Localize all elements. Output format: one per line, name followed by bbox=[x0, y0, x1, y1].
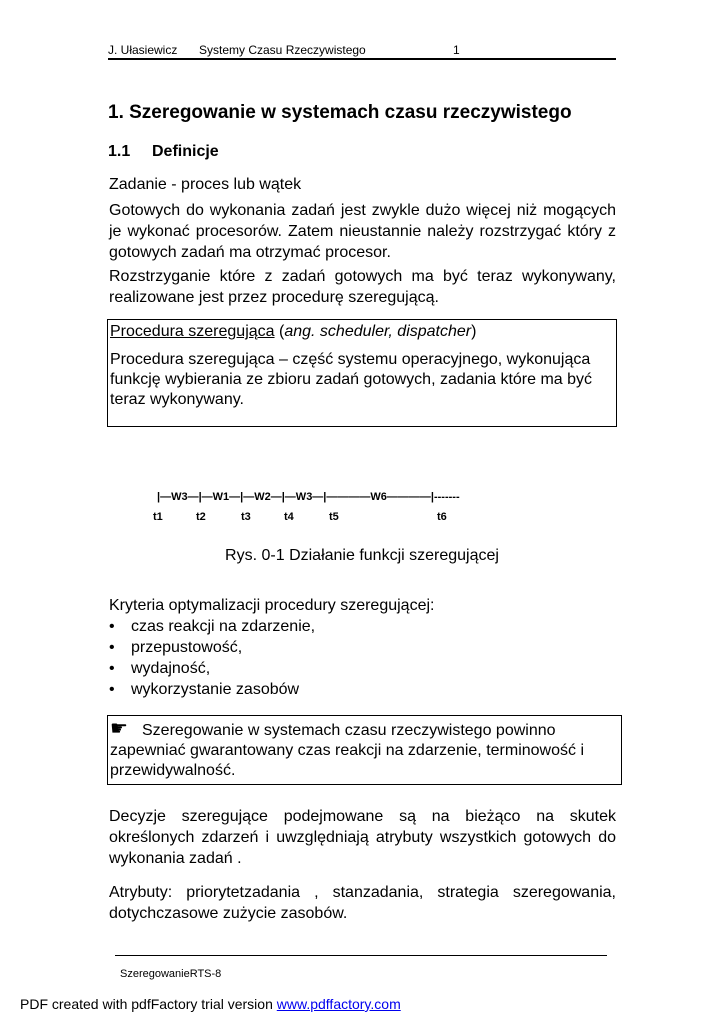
tick-label: t5 bbox=[329, 511, 339, 523]
criteria-intro: Kryteria optymalizacji procedury szeregującej: bbox=[109, 597, 435, 614]
definition-box bbox=[107, 319, 617, 427]
footer-rule bbox=[115, 955, 607, 956]
subsection-title: Definicje bbox=[152, 143, 219, 160]
tick-label: t4 bbox=[284, 511, 294, 523]
tick-label: t2 bbox=[196, 511, 206, 523]
close-paren: ) bbox=[471, 323, 477, 340]
pdf-banner bbox=[20, 996, 401, 1012]
footer-doc-name: SzeregowanieRTS-8 bbox=[120, 968, 222, 980]
list-item: • wydajność, bbox=[109, 658, 315, 679]
header-rule bbox=[108, 58, 616, 60]
definition-text: Procedura szeregująca – część systemu operacyjnego, wykonująca funkcję wybierania ze zbioru zadań gotowych, zadania które ma być teraz wykonywany. bbox=[110, 351, 593, 408]
definition-english: ang. scheduler, dispatcher bbox=[284, 323, 472, 340]
header-author: J. Ułasiewicz bbox=[108, 43, 178, 57]
subsection-heading bbox=[108, 143, 219, 161]
tick-label: t6 bbox=[437, 511, 447, 523]
criteria-list bbox=[109, 616, 315, 700]
subsection-number: 1.1 bbox=[108, 143, 131, 160]
header-title: Systemy Czasu Rzeczywistego bbox=[199, 43, 366, 57]
figure-caption: Rys. 0-1 Działanie funkcji szeregującej bbox=[225, 547, 499, 564]
note-text: Szeregowanie w systemach czasu rzeczywistego powinno zapewniać gwarantowany czas reakcji na zdarzenie, terminowość i przewidywalność. bbox=[110, 722, 584, 779]
paragraph-ready-tasks: Gotowych do wykonania zadań jest zwykle dużo więcej niż mogących je wykonać procesorów. Zatem nieustannie należy rozstrzygać który z gotowych zadań ma otrzymać procesor. bbox=[109, 202, 616, 261]
section-heading: 1. Szeregowanie w systemach czasu rzeczywistego bbox=[108, 102, 572, 123]
note-content bbox=[110, 718, 620, 781]
paragraph-attributes: Atrybuty: priorytetzadania , stanzadania, strategia szeregowania, dotychczasowe zużycie zasobów. bbox=[109, 884, 616, 922]
definition-term: Procedura szeregująca bbox=[110, 323, 275, 340]
open-paren: ( bbox=[274, 323, 285, 340]
pdf-banner-text: PDF created with pdfFactory trial version bbox=[20, 996, 277, 1012]
list-item: • wykorzystanie zasobów bbox=[109, 679, 315, 700]
paragraph-decisions: Decyzje szeregujące podejmowane są na bieżąco na skutek określonych zdarzeń i uwzględniają atrybuty wszystkich gotowych do wykonania zadań . bbox=[109, 808, 616, 867]
list-item: • przepustowość, bbox=[109, 637, 315, 658]
timeline-diagram: |—W3—|—W1—|—W2—|—W3—|————W6————|------- bbox=[157, 491, 460, 503]
pointing-hand-icon: ☛ bbox=[110, 718, 128, 740]
list-item: • czas reakcji na zdarzenie, bbox=[109, 616, 315, 637]
tick-label: t3 bbox=[241, 511, 251, 523]
header-page-number: 1 bbox=[453, 43, 460, 57]
note-box bbox=[107, 715, 622, 785]
tick-label: t1 bbox=[153, 511, 163, 523]
pdffactory-link[interactable]: www.pdffactory.com bbox=[276, 996, 401, 1012]
definition-title bbox=[110, 322, 476, 342]
paragraph-task-definition: Zadanie - proces lub wątek bbox=[109, 176, 302, 193]
paragraph-scheduler-role: Rozstrzyganie które z zadań gotowych ma być teraz wykonywany, realizowane jest przez procedurę szeregującą. bbox=[109, 268, 616, 306]
